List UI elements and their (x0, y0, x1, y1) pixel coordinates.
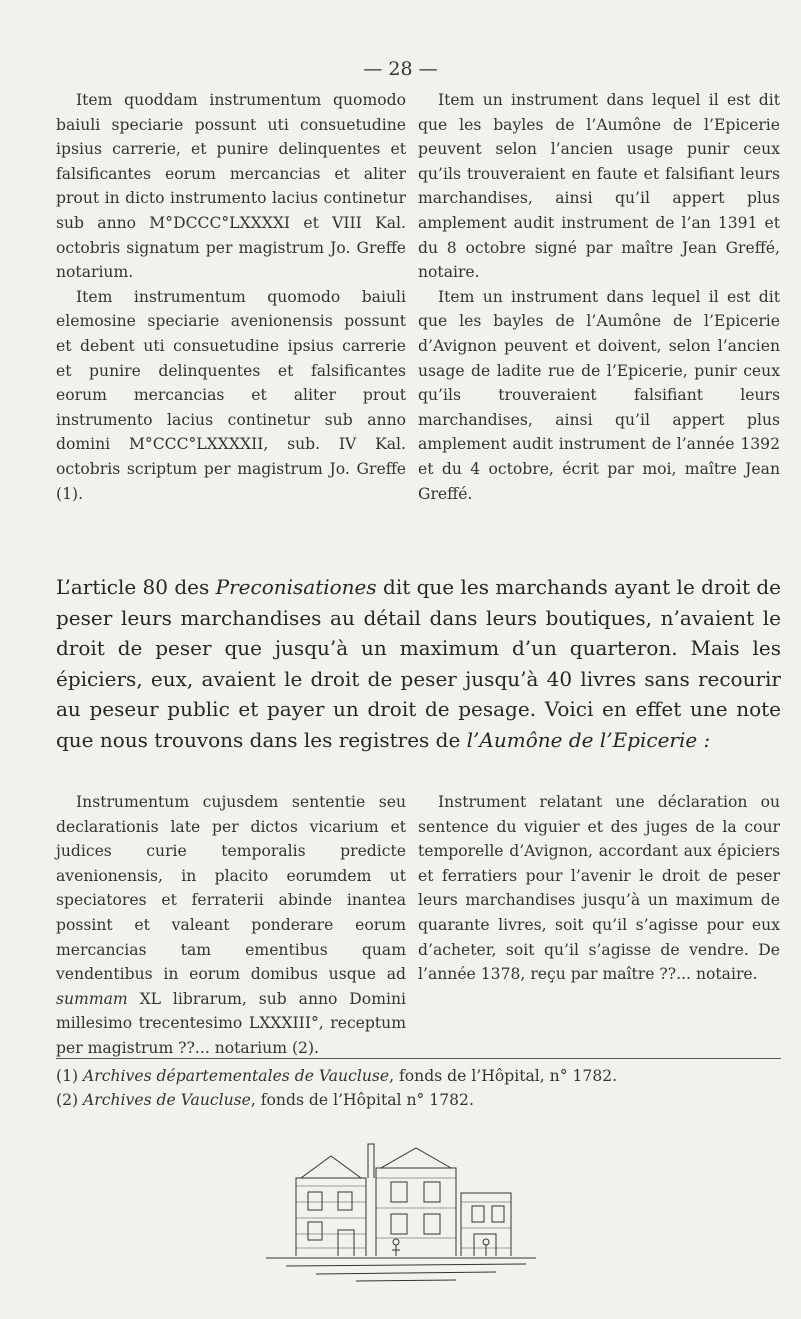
page-number: — 28 — (363, 58, 438, 80)
main-paragraph (56, 572, 781, 755)
main-text-2: dit que les marchands ayant le droit de peser leurs marchandises au détail dans leurs boutiques, n’avaient le droit de peser que jusqu’à un maximum d’un quarteron. Mais les épiciers, eux, avaient le droit de peser jusqu’à 40 livres sans recourir au peseur public et payer un droit de pesage. Voici en effet une note que nous trouvons dans les registres de (56, 575, 781, 752)
footnote-divider (56, 1058, 781, 1059)
french-column-bottom (418, 790, 780, 987)
footnote-1-source: Archives départementales de Vaucluse (83, 1067, 390, 1085)
footnote-1-mark: (1) (56, 1067, 84, 1085)
footnote-2-mark: (2) (56, 1091, 84, 1109)
latin-text-2: XL librarum, sub anno Domini millesimo trecentesimo LXXXIII°, receptum per magistrum ??... notarium (2). (56, 989, 406, 1057)
latin-paragraph-1: Item quoddam instrumentum quomodo baiuli speciarie possunt uti consuetudine ipsius carrerie, et punire delinquentes et falsificantes eorum mercancias et aliter prout in dicto instrumento lacius continetur sub anno M°DCCC°LXXXXI et VIII Kal. octobris signatum per magistrum Jo. Greffe notarium. (56, 91, 406, 282)
latin-paragraph-2: Item instrumentum quomodo baiuli elemosine speciarie avenionensis possunt et debent uti consuetudine ipsius carrerie et punire delinquentes et falsificantes eorum mercancias et aliter prout instrumento lacius continetur sub anno domini M°CCC°LXXXXII, sub. IV Kal. octobris scriptum per magistrum Jo. Greffe (1). (56, 287, 406, 503)
latin-text-1: Instrumentum cujusdem sententie seu declarationis late per dictos vicarium et judices curie temporalis predicte avenionensis, in placito eorumdem ut speciatores et ferraterii abinde inantea possint et valeant ponderare eorum mercancias tam ementibus quam vendentibus in eorum domibus usque ad (56, 793, 406, 984)
latin-column-bottom (56, 790, 406, 1061)
main-italic-source: l’Aumône de l’Epicerie : (466, 727, 711, 752)
main-text-1: L’article 80 des (56, 575, 216, 599)
latin-italic: summam (56, 989, 128, 1008)
street-scene-engraving-icon (256, 1138, 546, 1288)
footnotes (56, 1064, 781, 1112)
footnote-1 (56, 1064, 781, 1088)
french-paragraph-1: Item un instrument dans lequel il est dit que les bayles de l’Aumône de l’Epicerie peuvent selon l’ancien usage punir ceux qu’ils trouveraient en faute et falsifiant leurs marchandises, ainsi qu’il appert plus amplement audit instrument de l’an 1391 et du 8 octobre signé par maître Jean Greffé, notaire. (418, 91, 780, 282)
main-italic-title: Preconisationes (215, 575, 377, 599)
latin-column-top (56, 88, 406, 506)
latin-paragraph-3 (56, 790, 406, 1061)
footnote-1-rest: , fonds de l’Hôpital, n° 1782. (389, 1067, 618, 1085)
footnote-2-source: Archives de Vaucluse (83, 1091, 251, 1109)
footnote-2-rest: , fonds de l’Hôpital n° 1782. (250, 1091, 474, 1109)
footnote-2 (56, 1088, 781, 1112)
french-column-top (418, 88, 780, 506)
french-paragraph-2: Item un instrument dans lequel il est dit que les bayles de l’Aumône de l’Epicerie d’Avignon peuvent et doivent, selon l’ancien usage de ladite rue de l’Epicerie, punir ceux qu’ils trouveraient falsifiant leurs marchandises, ainsi qu’il appert plus amplement audit instrument de l’année 1392 et du 4 octobre, écrit par moi, maître Jean Greffé. (418, 287, 780, 503)
french-paragraph-3: Instrument relatant une déclaration ou sentence du viguier et des juges de la cour temporelle d’Avignon, accordant aux épiciers et ferratiers pour l’avenir le droit de peser leurs marchandises jusqu’à un maximum de quarante livres, soit qu’il s’agisse pour eux d’acheter, soit qu’il s’agisse de vendre. De l’année 1378, reçu par maître ??... notaire. (418, 793, 780, 984)
